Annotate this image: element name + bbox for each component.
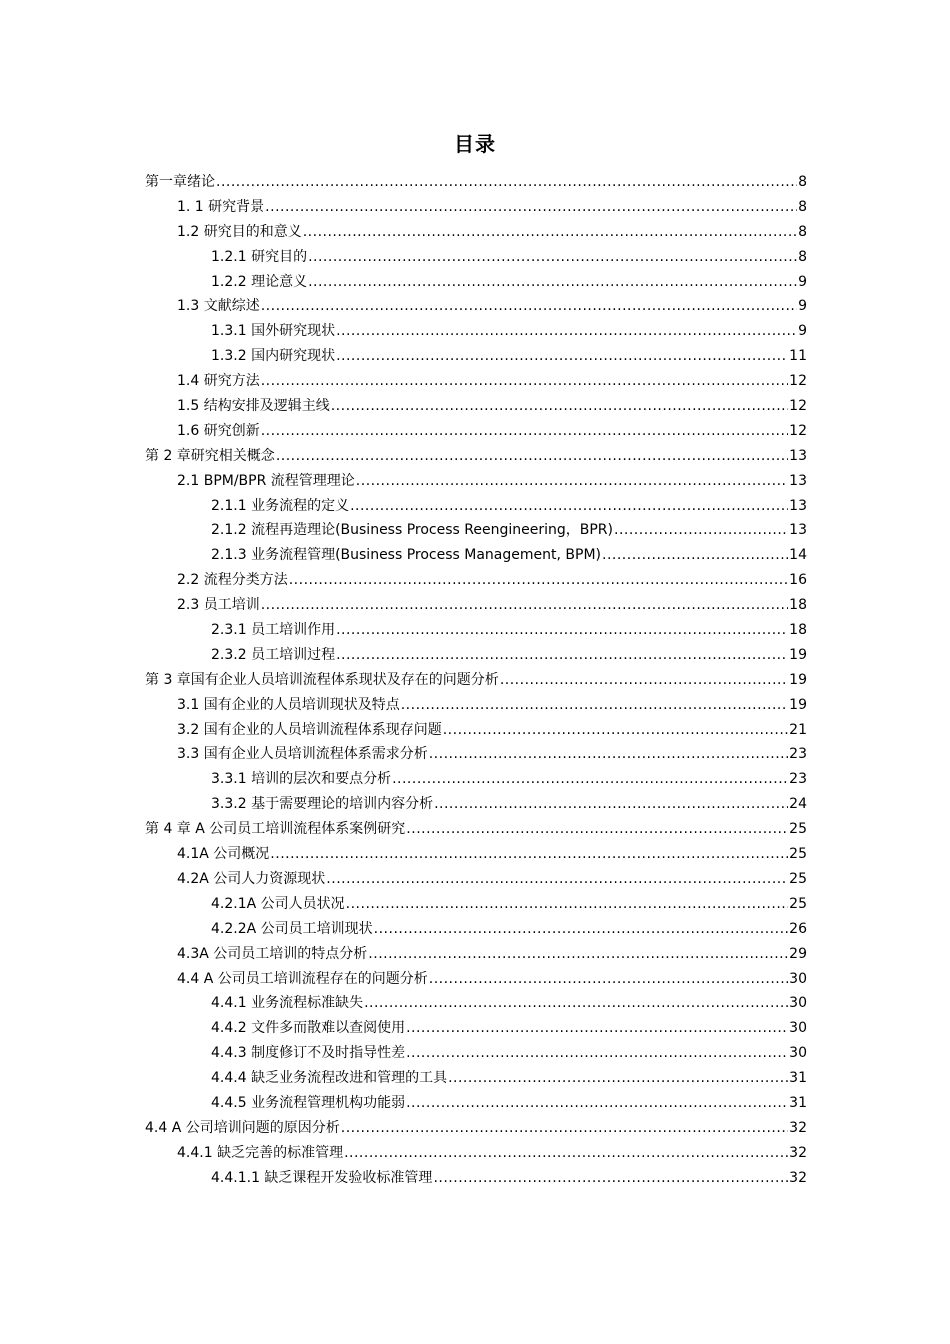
- toc-entry-title: 2.3 员工培训: [177, 597, 260, 614]
- toc-dot-leader: [406, 817, 788, 842]
- toc-entry[interactable]: [145, 369, 807, 394]
- toc-entry-title: 2.1 BPM/BPR 流程管理理论: [177, 472, 355, 489]
- toc-entry-title: 1.5 结构安排及逻辑主线: [177, 398, 330, 415]
- toc-entry-page-number: 23: [789, 771, 807, 788]
- toc-entry-title: 4.4 A 公司员工培训流程存在的问题分析: [177, 970, 428, 987]
- toc-dot-leader: [346, 892, 789, 917]
- toc-entry-title: 2.1.1 业务流程的定义: [211, 497, 350, 514]
- toc-entry[interactable]: [145, 394, 807, 419]
- toc-entry-page-number: 32: [789, 1169, 807, 1186]
- toc-entry[interactable]: [145, 792, 807, 817]
- toc-entry[interactable]: [145, 693, 807, 718]
- toc-entry-page-number: 18: [789, 597, 807, 614]
- toc-entry-page-number: 32: [789, 1119, 807, 1136]
- toc-dot-leader: [602, 543, 788, 568]
- toc-dot-leader: [406, 1016, 788, 1041]
- toc-dot-leader: [429, 742, 788, 767]
- toc-entry-page-number: 30: [789, 995, 807, 1012]
- toc-entry[interactable]: [145, 444, 807, 469]
- toc-entry-title: 3.3.2 基于需要理论的培训内容分析: [211, 796, 434, 813]
- toc-entry[interactable]: [145, 867, 807, 892]
- toc-entry-page-number: 14: [789, 547, 807, 564]
- toc-dot-leader: [433, 1166, 788, 1191]
- toc-entry-title: 4.2A 公司人力资源现状: [177, 870, 326, 887]
- toc-dot-leader: [443, 718, 788, 743]
- toc-entry-title: 1. 1 研究背景: [177, 198, 265, 215]
- toc-entry-page-number: 24: [789, 796, 807, 813]
- toc-dot-leader: [406, 1091, 788, 1116]
- toc-entry-page-number: 25: [789, 821, 807, 838]
- toc-entry-page-number: 25: [789, 870, 807, 887]
- toc-entry-page-number: 13: [789, 447, 807, 464]
- toc-entry-page-number: 13: [789, 522, 807, 539]
- toc-entry-title: 1.4 研究方法: [177, 373, 260, 390]
- toc-entry[interactable]: [145, 568, 807, 593]
- toc-entry-page-number: 8: [798, 198, 807, 215]
- toc-dot-leader: [350, 494, 788, 519]
- toc-entry-page-number: 12: [789, 398, 807, 415]
- toc-dot-leader: [308, 270, 797, 295]
- toc-entry-title: 4.2.2A 公司员工培训现状: [211, 920, 373, 937]
- toc-entry-page-number: 21: [789, 721, 807, 738]
- toc-entry[interactable]: [145, 618, 807, 643]
- toc-dot-leader: [614, 518, 788, 543]
- toc-dot-leader: [368, 942, 788, 967]
- toc-entry[interactable]: [145, 917, 807, 942]
- toc-entry-page-number: 25: [789, 846, 807, 863]
- toc-entry[interactable]: [145, 543, 807, 568]
- toc-entry-page-number: 31: [789, 1094, 807, 1111]
- toc-entry-title: 4.1A 公司概况: [177, 846, 270, 863]
- toc-dot-leader: [336, 618, 788, 643]
- toc-entry-page-number: 12: [789, 373, 807, 390]
- toc-entry[interactable]: [145, 817, 807, 842]
- toc-entry-page-number: 16: [789, 572, 807, 589]
- toc-dot-leader: [216, 170, 797, 195]
- toc-dot-leader: [289, 568, 788, 593]
- toc-entry[interactable]: [145, 718, 807, 743]
- toc-entry-page-number: 8: [798, 223, 807, 240]
- toc-entry-title: 1.2.2 理论意义: [211, 273, 308, 290]
- toc-entry-page-number: 13: [789, 497, 807, 514]
- toc-dot-leader: [429, 967, 788, 992]
- toc-entry-title: 1.6 研究创新: [177, 422, 260, 439]
- toc-entry-title: 2.1.2 流程再造理论(Business Process Reengineering，BPR): [211, 522, 613, 539]
- toc-entry-title: 4.4.2 文件多而散难以查阅使用: [211, 1020, 406, 1037]
- toc-dot-leader: [434, 792, 788, 817]
- toc-dot-leader: [336, 643, 788, 668]
- toc-dot-leader: [500, 668, 788, 693]
- toc-entry-page-number: 13: [789, 472, 807, 489]
- toc-dot-leader: [270, 842, 788, 867]
- toc-entry-title: 第 2 章研究相关概念: [145, 447, 275, 464]
- toc-entry[interactable]: [145, 1066, 807, 1091]
- toc-entry[interactable]: [145, 967, 807, 992]
- toc-entry[interactable]: [145, 991, 807, 1016]
- toc-entry-title: 3.3 国有企业人员培训流程体系需求分析: [177, 746, 428, 763]
- toc-dot-leader: [265, 195, 797, 220]
- toc-dot-leader: [326, 867, 788, 892]
- toc-entry-title: 2.3.1 员工培训作用: [211, 622, 336, 639]
- toc-entry[interactable]: [145, 518, 807, 543]
- toc-dot-leader: [303, 220, 797, 245]
- toc-entry-title: 3.1 国有企业的人员培训现状及特点: [177, 696, 400, 713]
- table-of-contents: [145, 170, 807, 1191]
- toc-entry[interactable]: [145, 319, 807, 344]
- toc-entry-page-number: 9: [798, 273, 807, 290]
- toc-entry-page-number: 9: [798, 298, 807, 315]
- toc-entry-title: 1.3.2 国内研究现状: [211, 348, 336, 365]
- toc-dot-leader: [276, 444, 788, 469]
- toc-dot-leader: [261, 593, 788, 618]
- toc-dot-leader: [261, 419, 788, 444]
- toc-entry-page-number: 30: [789, 970, 807, 987]
- toc-dot-leader: [448, 1066, 788, 1091]
- toc-dot-leader: [392, 767, 788, 792]
- toc-dot-leader: [356, 469, 788, 494]
- toc-entry[interactable]: [145, 643, 807, 668]
- toc-entry-title: 4.4.1 缺乏完善的标准管理: [177, 1144, 344, 1161]
- toc-dot-leader: [344, 1141, 788, 1166]
- toc-dot-leader: [308, 245, 797, 270]
- toc-entry-title: 4.2.1A 公司人员状况: [211, 895, 345, 912]
- toc-entry-title: 3.2 国有企业的人员培训流程体系现存问题: [177, 721, 442, 738]
- toc-entry-page-number: 19: [789, 696, 807, 713]
- toc-entry-title: 第 4 章 A 公司员工培训流程体系案例研究: [145, 821, 406, 838]
- toc-entry-title: 4.3A 公司员工培训的特点分析: [177, 945, 368, 962]
- toc-entry[interactable]: [145, 344, 807, 369]
- toc-entry[interactable]: [145, 494, 807, 519]
- toc-entry[interactable]: [145, 1116, 807, 1141]
- toc-entry-title: 1.3.1 国外研究现状: [211, 323, 336, 340]
- toc-entry[interactable]: [145, 742, 807, 767]
- toc-entry-title: 4.4.3 制度修订不及时指导性差: [211, 1045, 406, 1062]
- toc-entry[interactable]: [145, 593, 807, 618]
- toc-entry-title: 第一章绪论: [145, 174, 215, 190]
- toc-dot-leader: [401, 693, 788, 718]
- toc-entry-title: 1.2 研究目的和意义: [177, 223, 302, 240]
- toc-entry-page-number: 19: [789, 646, 807, 663]
- toc-entry[interactable]: [145, 942, 807, 967]
- toc-entry-page-number: 8: [798, 248, 807, 265]
- toc-entry-title: 4.4 A 公司培训问题的原因分析: [145, 1119, 340, 1136]
- toc-dot-leader: [406, 1041, 788, 1066]
- toc-entry[interactable]: [145, 195, 807, 220]
- toc-entry-page-number: 23: [789, 746, 807, 763]
- toc-entry-title: 第 3 章国有企业人员培训流程体系现状及存在的问题分析: [145, 671, 499, 688]
- toc-entry-page-number: 12: [789, 422, 807, 439]
- toc-entry[interactable]: [145, 245, 807, 270]
- toc-entry[interactable]: [145, 170, 807, 195]
- toc-entry-page-number: 8: [798, 174, 807, 190]
- toc-entry-page-number: 26: [789, 920, 807, 937]
- toc-entry[interactable]: [145, 668, 807, 693]
- toc-entry[interactable]: [145, 842, 807, 867]
- toc-dot-leader: [261, 369, 788, 394]
- toc-entry-page-number: 11: [789, 348, 807, 365]
- toc-entry-title: 4.4.1.1 缺乏课程开发验收标准管理: [211, 1169, 433, 1186]
- toc-entry[interactable]: [145, 419, 807, 444]
- toc-entry[interactable]: [145, 1091, 807, 1116]
- toc-entry-page-number: 18: [789, 622, 807, 639]
- toc-entry-title: 3.3.1 培训的层次和要点分析: [211, 771, 392, 788]
- toc-entry[interactable]: [145, 469, 807, 494]
- toc-entry[interactable]: [145, 767, 807, 792]
- toc-entry[interactable]: [145, 220, 807, 245]
- toc-entry-page-number: 32: [789, 1144, 807, 1161]
- toc-entry-title: 2.2 流程分类方法: [177, 572, 288, 589]
- toc-entry-title: 2.3.2 员工培训过程: [211, 646, 336, 663]
- toc-dot-leader: [336, 319, 797, 344]
- toc-dot-leader: [336, 344, 788, 369]
- toc-entry[interactable]: [145, 1041, 807, 1066]
- toc-entry-page-number: 29: [789, 945, 807, 962]
- toc-entry[interactable]: [145, 270, 807, 295]
- toc-dot-leader: [261, 294, 797, 319]
- toc-entry-title: 4.4.5 业务流程管理机构功能弱: [211, 1094, 406, 1111]
- toc-entry[interactable]: [145, 1141, 807, 1166]
- toc-entry-page-number: 9: [798, 323, 807, 340]
- toc-dot-leader: [364, 991, 788, 1016]
- toc-entry[interactable]: [145, 892, 807, 917]
- toc-dot-leader: [331, 394, 788, 419]
- toc-entry-page-number: 30: [789, 1020, 807, 1037]
- toc-entry-page-number: 25: [789, 895, 807, 912]
- toc-entry-page-number: 19: [789, 671, 807, 688]
- toc-entry-page-number: 31: [789, 1070, 807, 1087]
- toc-entry-title: 4.4.4 缺乏业务流程改进和管理的工具: [211, 1070, 448, 1087]
- toc-dot-leader: [341, 1116, 788, 1141]
- toc-entry[interactable]: [145, 1166, 807, 1191]
- toc-entry-title: 4.4.1 业务流程标准缺失: [211, 995, 364, 1012]
- toc-entry[interactable]: [145, 1016, 807, 1041]
- toc-entry-title: 1.3 文献综述: [177, 298, 260, 315]
- toc-dot-leader: [374, 917, 789, 942]
- toc-entry-page-number: 30: [789, 1045, 807, 1062]
- toc-entry[interactable]: [145, 294, 807, 319]
- toc-entry-title: 2.1.3 业务流程管理(Business Process Management, BPM): [211, 547, 601, 564]
- toc-entry-title: 1.2.1 研究目的: [211, 248, 308, 265]
- toc-title: 目录: [454, 132, 496, 156]
